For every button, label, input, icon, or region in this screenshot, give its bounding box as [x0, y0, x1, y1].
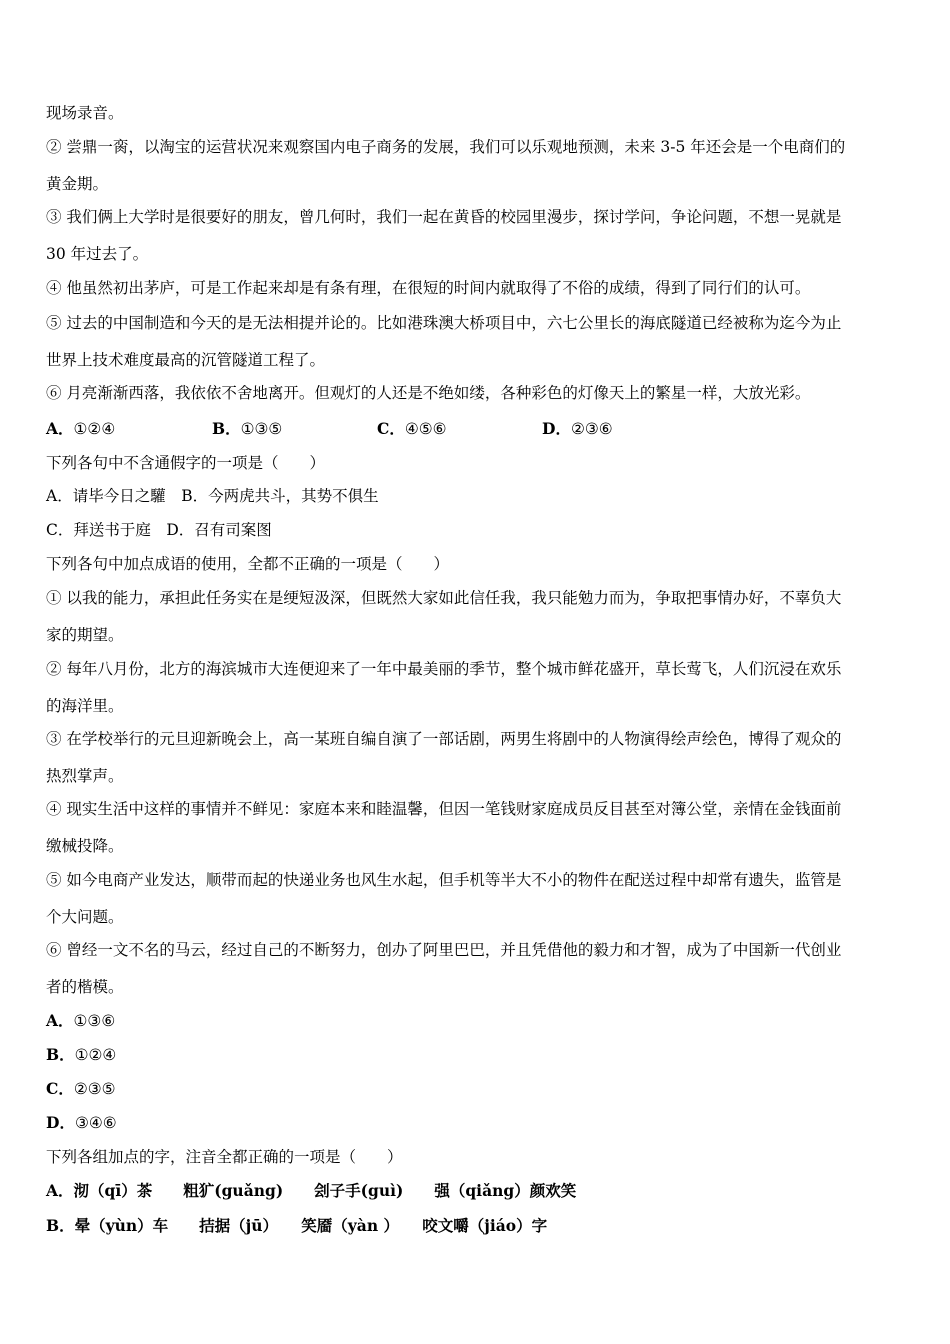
text-line: 黄金期。 — [46, 175, 109, 193]
text-line: 家的期望。 — [46, 626, 124, 644]
text-line: ④ 现实生活中这样的事情并不鲜见：家庭本来和睦温馨，但因一笔钱财家庭成员反目甚至对簿公堂，亲情在金钱面前 — [46, 800, 842, 818]
text-line: 个大问题。 — [46, 908, 124, 926]
text-line: ⑤ 如今电商产业发达，顺带而起的快递业务也风生水起，但手机等半大不小的物件在配送过程中却常有遗失，监管是 — [46, 871, 842, 889]
q3-stem: 下列各句中加点成语的使用，全都不正确的一项是（ ） — [46, 555, 450, 573]
q2-stem: 下列各句中不含通假字的一项是（ ） — [46, 454, 326, 472]
q2-options-cd: C．拜送书于庭 D．召有司案图 — [46, 521, 272, 539]
q4-stem: 下列各组加点的字，注音全都正确的一项是（ ） — [46, 1148, 403, 1166]
q4-option-b: B．晕（yùn）车 拮据（jū） 笑靥（yàn ） 咬文嚼（jiáo）字 — [46, 1216, 548, 1235]
text-line: 者的楷模。 — [46, 978, 124, 996]
text-line: ① 以我的能力，承担此任务实在是绠短汲深，但既然大家如此信任我，我只能勉力而为，争取把事情办好，不辜负大 — [46, 589, 842, 607]
text-line: ② 每年八月份，北方的海滨城市大连便迎来了一年中最美丽的季节，整个城市鲜花盛开，草长莺飞，人们沉浸在欢乐 — [46, 660, 842, 678]
q1-option-a: A．①②④ — [46, 419, 116, 438]
text-line: ⑥ 月亮渐渐西落，我依依不舍地离开。但观灯的人还是不绝如缕，各种彩色的灯像天上的繁星一样，大放光彩。 — [46, 384, 811, 402]
q4-option-a: A．沏（qī）茶 粗犷(guǎng) 刽子手(guì) 强（qiǎng）颜欢笑 — [46, 1181, 577, 1200]
q2-options-ab: A．请毕今日之驩 B．今两虎共斗，其势不俱生 — [46, 487, 379, 505]
q3-option-b: B．①②④ — [46, 1045, 117, 1064]
text-line: ⑥ 曾经一文不名的马云，经过自己的不断努力，创办了阿里巴巴，并且凭借他的毅力和才智，成为了中国新一代创业 — [46, 941, 842, 959]
text-line: 世界上技术难度最高的沉管隧道工程了。 — [46, 351, 326, 369]
text-line: 热烈掌声。 — [46, 767, 124, 785]
q1-option-d: D．②③⑥ — [542, 419, 613, 438]
q1-option-c: C．④⑤⑥ — [377, 419, 447, 438]
text-line: 的海洋里。 — [46, 697, 124, 715]
text-line: 30 年过去了。 — [46, 245, 149, 263]
text-line: ⑤ 过去的中国制造和今天的是无法相提并论的。比如港珠澳大桥项目中，六七公里长的海底隧道已经被称为迄今为止 — [46, 314, 842, 332]
text-line: ③ 我们俩上大学时是很要好的朋友，曾几何时，我们一起在黄昏的校园里漫步，探讨学问，争论问题，不想一晃就是 — [46, 208, 842, 226]
q1-option-b: B．①③⑤ — [212, 419, 283, 438]
text-line: 缴械投降。 — [46, 837, 124, 855]
text-line: ③ 在学校举行的元旦迎新晚会上，高一某班自编自演了一部话剧，两男生将剧中的人物演得绘声绘色，博得了观众的 — [46, 730, 842, 748]
q3-option-d: D．③④⑥ — [46, 1113, 117, 1132]
q3-option-a: A．①③⑥ — [46, 1011, 116, 1030]
text-line: 现场录音。 — [46, 104, 124, 122]
q3-option-c: C．②③⑤ — [46, 1079, 116, 1098]
text-line: ② 尝鼎一脔，以淘宝的运营状况来观察国内电子商务的发展，我们可以乐观地预测，未来 3-5 年还会是一个电商们的 — [46, 138, 846, 156]
text-line: ④ 他虽然初出茅庐，可是工作起来却是有条有理，在很短的时间内就取得了不俗的成绩，得到了同行们的认可。 — [46, 279, 811, 297]
